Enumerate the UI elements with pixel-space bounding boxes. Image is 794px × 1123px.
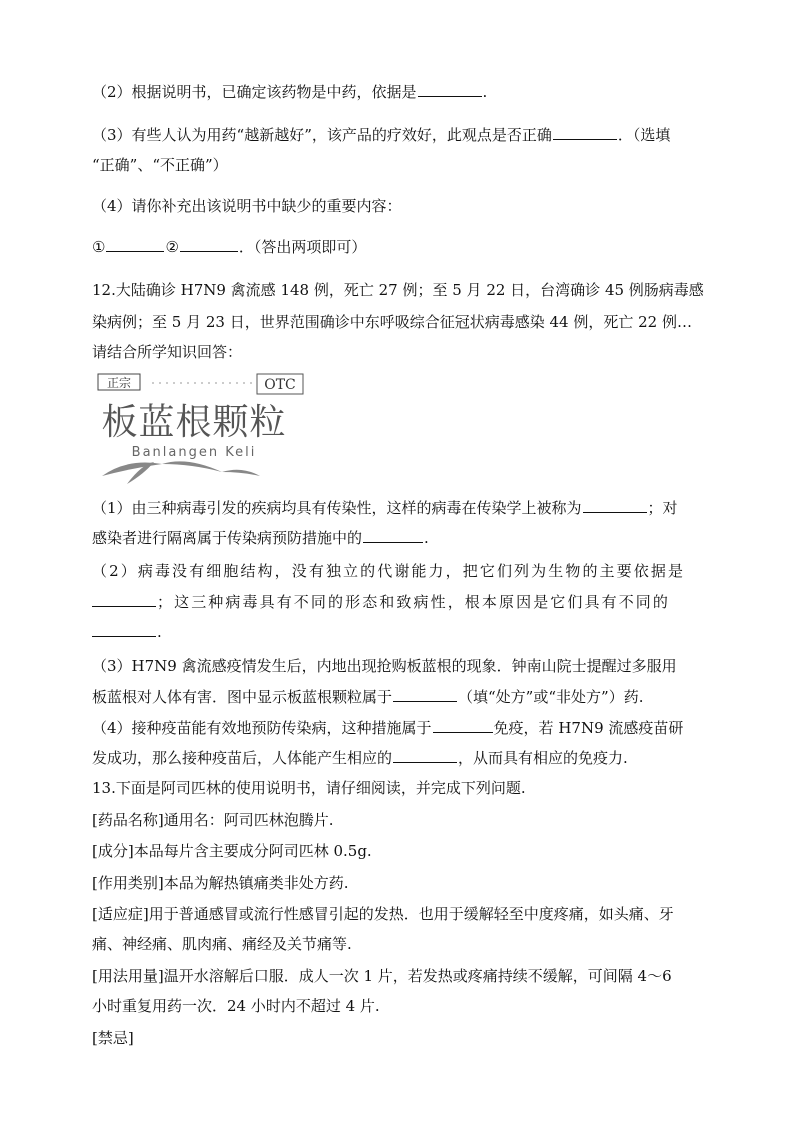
- q13-category: [作用类别]本品为解热镇痛类非处方药.: [92, 874, 349, 892]
- q11-part2: （2）根据说明书，已确定该药物是中药，依据是 .: [92, 83, 488, 101]
- q13-ingredient: [成分]本品每片含主要成分阿司匹林 0.5g.: [92, 842, 372, 860]
- answer-blank[interactable]: [393, 748, 457, 763]
- answer-blank[interactable]: [92, 622, 156, 637]
- q11-part4: （4）请你补充出该说明书中缺少的重要内容：: [92, 197, 402, 215]
- q11-part3-line2: “正确”、“不正确”）: [92, 156, 228, 174]
- q13-usage-line2: 小时重复用药一次．24 小时内不超过 4 片.: [92, 997, 380, 1015]
- q13-contraindication: [禁忌]: [92, 1029, 134, 1047]
- brand-badge-text: 正宗: [106, 376, 132, 390]
- q13-indication-line1: [适应症]用于普通感冒或流行性感冒引起的发热．也用于缓解轻至中度疼痛，如头痛、牙: [92, 905, 674, 923]
- q12-sub2-line2: ；这三种病毒具有不同的形态和致病性，根本原因是它们具有不同的: [92, 592, 670, 612]
- product-name-en: Banlangen Keli: [131, 445, 257, 460]
- answer-blank[interactable]: [180, 237, 238, 252]
- answer-blank[interactable]: [92, 592, 156, 607]
- q12-sub4-line2: 发成功，那么接种疫苗后，人体能产生相应的 ，从而具有相应的免疫力.: [92, 749, 628, 767]
- q11-part3-text: （3）有些人认为用药“越新越好”，该产品的疗效好，此观点是否正确: [92, 126, 552, 144]
- q12-sub1-line2: 感染者进行隔离属于传染病预防措施中的 .: [92, 529, 429, 547]
- q13-indication-line2: 痛、神经痛、肌肉痛、痛经及关节痛等.: [92, 935, 352, 953]
- answer-blank[interactable]: [583, 498, 647, 513]
- q12-sub3-line1: （3）H7N9 禽流感疫情发生后，内地出现抢购板蓝根的现象．钟南山院士提醒过多服用: [92, 657, 677, 675]
- product-name-cn: 板蓝根颗粒: [101, 402, 287, 443]
- answer-blank[interactable]: [363, 528, 423, 543]
- q11-part2-text: （2）根据说明书，已确定该药物是中药，依据是: [92, 83, 417, 101]
- q11-part3: （3）有些人认为用药“越新越好”，该产品的疗效好，此观点是否正确 ．（选填: [92, 126, 671, 144]
- q13-intro: 13.下面是阿司匹林的使用说明书，请仔细阅读，并完成下列问题.: [92, 779, 526, 797]
- q12-sub4-line1: （4）接种疫苗能有效地预防传染病，这种措施属于 免疫，若 H7N9 流感疫苗研: [92, 719, 684, 737]
- q12-sub2-line3: .: [92, 622, 162, 642]
- q12-sub3-line2: 板蓝根对人体有害．图中显示板蓝根颗粒属于 （填“处方”或“非处方”）药.: [92, 688, 644, 706]
- answer-blank[interactable]: [553, 125, 617, 140]
- q12-sub2-line1: （2）病毒没有细胞结构，没有独立的代谢能力，把它们列为生物的主要依据是: [92, 562, 686, 580]
- answer-blank[interactable]: [393, 687, 457, 702]
- q12-sub1-line1: （1）由三种病毒引发的疾病均具有传染性，这样的病毒在传染学上被称为 ；对: [92, 499, 678, 517]
- q12-stem-line3: 请结合所学知识回答：: [92, 343, 243, 361]
- answer-blank[interactable]: [433, 718, 493, 733]
- q12-stem-line2: 染病例；至 5 月 23 日，世界范围确诊中东呼吸综合征冠状病毒感染 44 例，死亡 22 例…: [92, 313, 692, 331]
- leaf-decoration-icon: [102, 461, 260, 484]
- q13-usage-line1: [用法用量]温开水溶解后口服．成人一次 1 片，若发热或疼痛持续不缓解，可间隔 4～6: [92, 967, 672, 985]
- product-label-graphic: [92, 372, 310, 488]
- answer-blank[interactable]: [106, 237, 164, 252]
- q12-stem-line1: 12.大陆确诊 H7N9 禽流感 148 例，死亡 27 例；至 5 月 22 日，台湾确诊 45 例肠病毒感: [92, 281, 704, 299]
- otc-badge-text: OTC: [264, 377, 296, 393]
- q13-drug-name: [药品名称]通用名：阿司匹林泡腾片.: [92, 811, 334, 829]
- banlangen-product-image: [92, 372, 310, 488]
- answer-blank[interactable]: [418, 82, 482, 97]
- q11-part4-answers: ① ② ．（答出两项即可）: [92, 238, 367, 256]
